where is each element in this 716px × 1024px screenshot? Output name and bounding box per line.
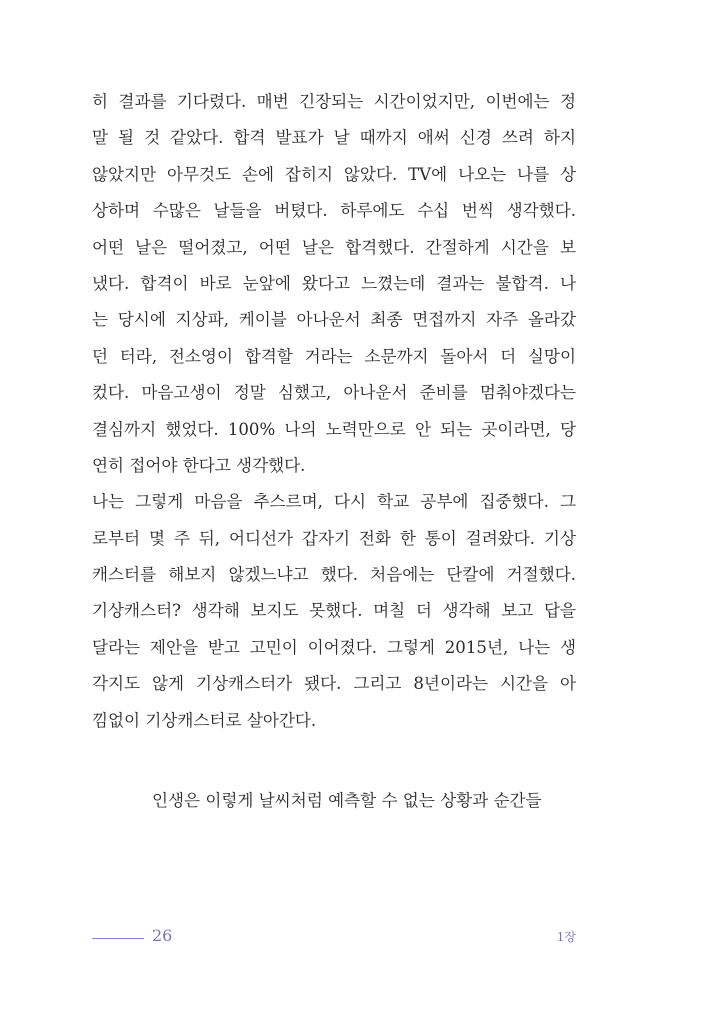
text-line: 캐스터를 해보지 않겠느냐고 했다. 처음에는 단칼에 거절했다.	[92, 565, 576, 585]
text-line: 어떤 날은 떨어졌고, 어떤 날은 합격했다. 간절하게 시간을 보	[92, 237, 576, 257]
text-line: 로부터 몇 주 뒤, 어디선가 갑자기 전화 한 통이 걸려왔다. 기상	[92, 528, 576, 548]
text-line: 컸다. 마음고생이 정말 심했고, 아나운서 준비를 멈춰야겠다는	[92, 383, 576, 403]
text-line: 연히 접어야 한다고 생각했다.	[92, 455, 306, 475]
text-line: 기상캐스터? 생각해 보지도 못했다. 며칠 더 생각해 보고 답을	[92, 601, 576, 621]
text-line: 는 당시에 지상파, 케이블 아나운서 최종 면접까지 자주 올라갔	[92, 310, 576, 330]
page-body	[92, 84, 576, 819]
text-line: 던 터라, 전소영이 합격할 거라는 소문까지 돌아서 더 실망이	[92, 346, 576, 366]
paragraph-gap	[92, 739, 576, 783]
text-line: 상하며 수많은 날들을 버텼다. 하루에도 수십 번씩 생각했다.	[92, 201, 576, 221]
footer-rule	[92, 938, 144, 939]
chapter-label: 1장	[556, 930, 576, 944]
page-number: 26	[152, 926, 173, 945]
text-line: 히 결과를 기다렸다. 매번 긴장되는 시간이었지만, 이번에는 정	[92, 92, 576, 111]
text-line: 낌없이 기상캐스터로 살아간다.	[92, 710, 317, 730]
text-line: 나는 그렇게 마음을 추스르며, 다시 학교 공부에 집중했다. 그	[92, 492, 576, 512]
closing-line: 인생은 이렇게 날씨처럼 예측할 수 없는 상황과 순간들	[152, 791, 542, 811]
text-line: 결심까지 했었다. 100% 나의 노력만으로 안 되는 곳이라면, 당	[92, 419, 576, 439]
text-line: 냈다. 합격이 바로 눈앞에 왔다고 느꼈는데 결과는 불합격. 나	[92, 273, 576, 293]
text-line: 말 될 것 같았다. 합격 발표가 날 때까지 애써 신경 쓰려 하지	[92, 128, 576, 148]
text-line: 달라는 제안을 받고 고민이 이어졌다. 그렇게 2015년, 나는 생	[92, 637, 576, 657]
text-line: 각지도 않게 기상캐스터가 됐다. 그리고 8년이라는 시간을 아	[92, 674, 576, 694]
text-line: 않았지만 아무것도 손에 잡히지 않았다. TV에 나오는 나를 상	[92, 164, 576, 184]
